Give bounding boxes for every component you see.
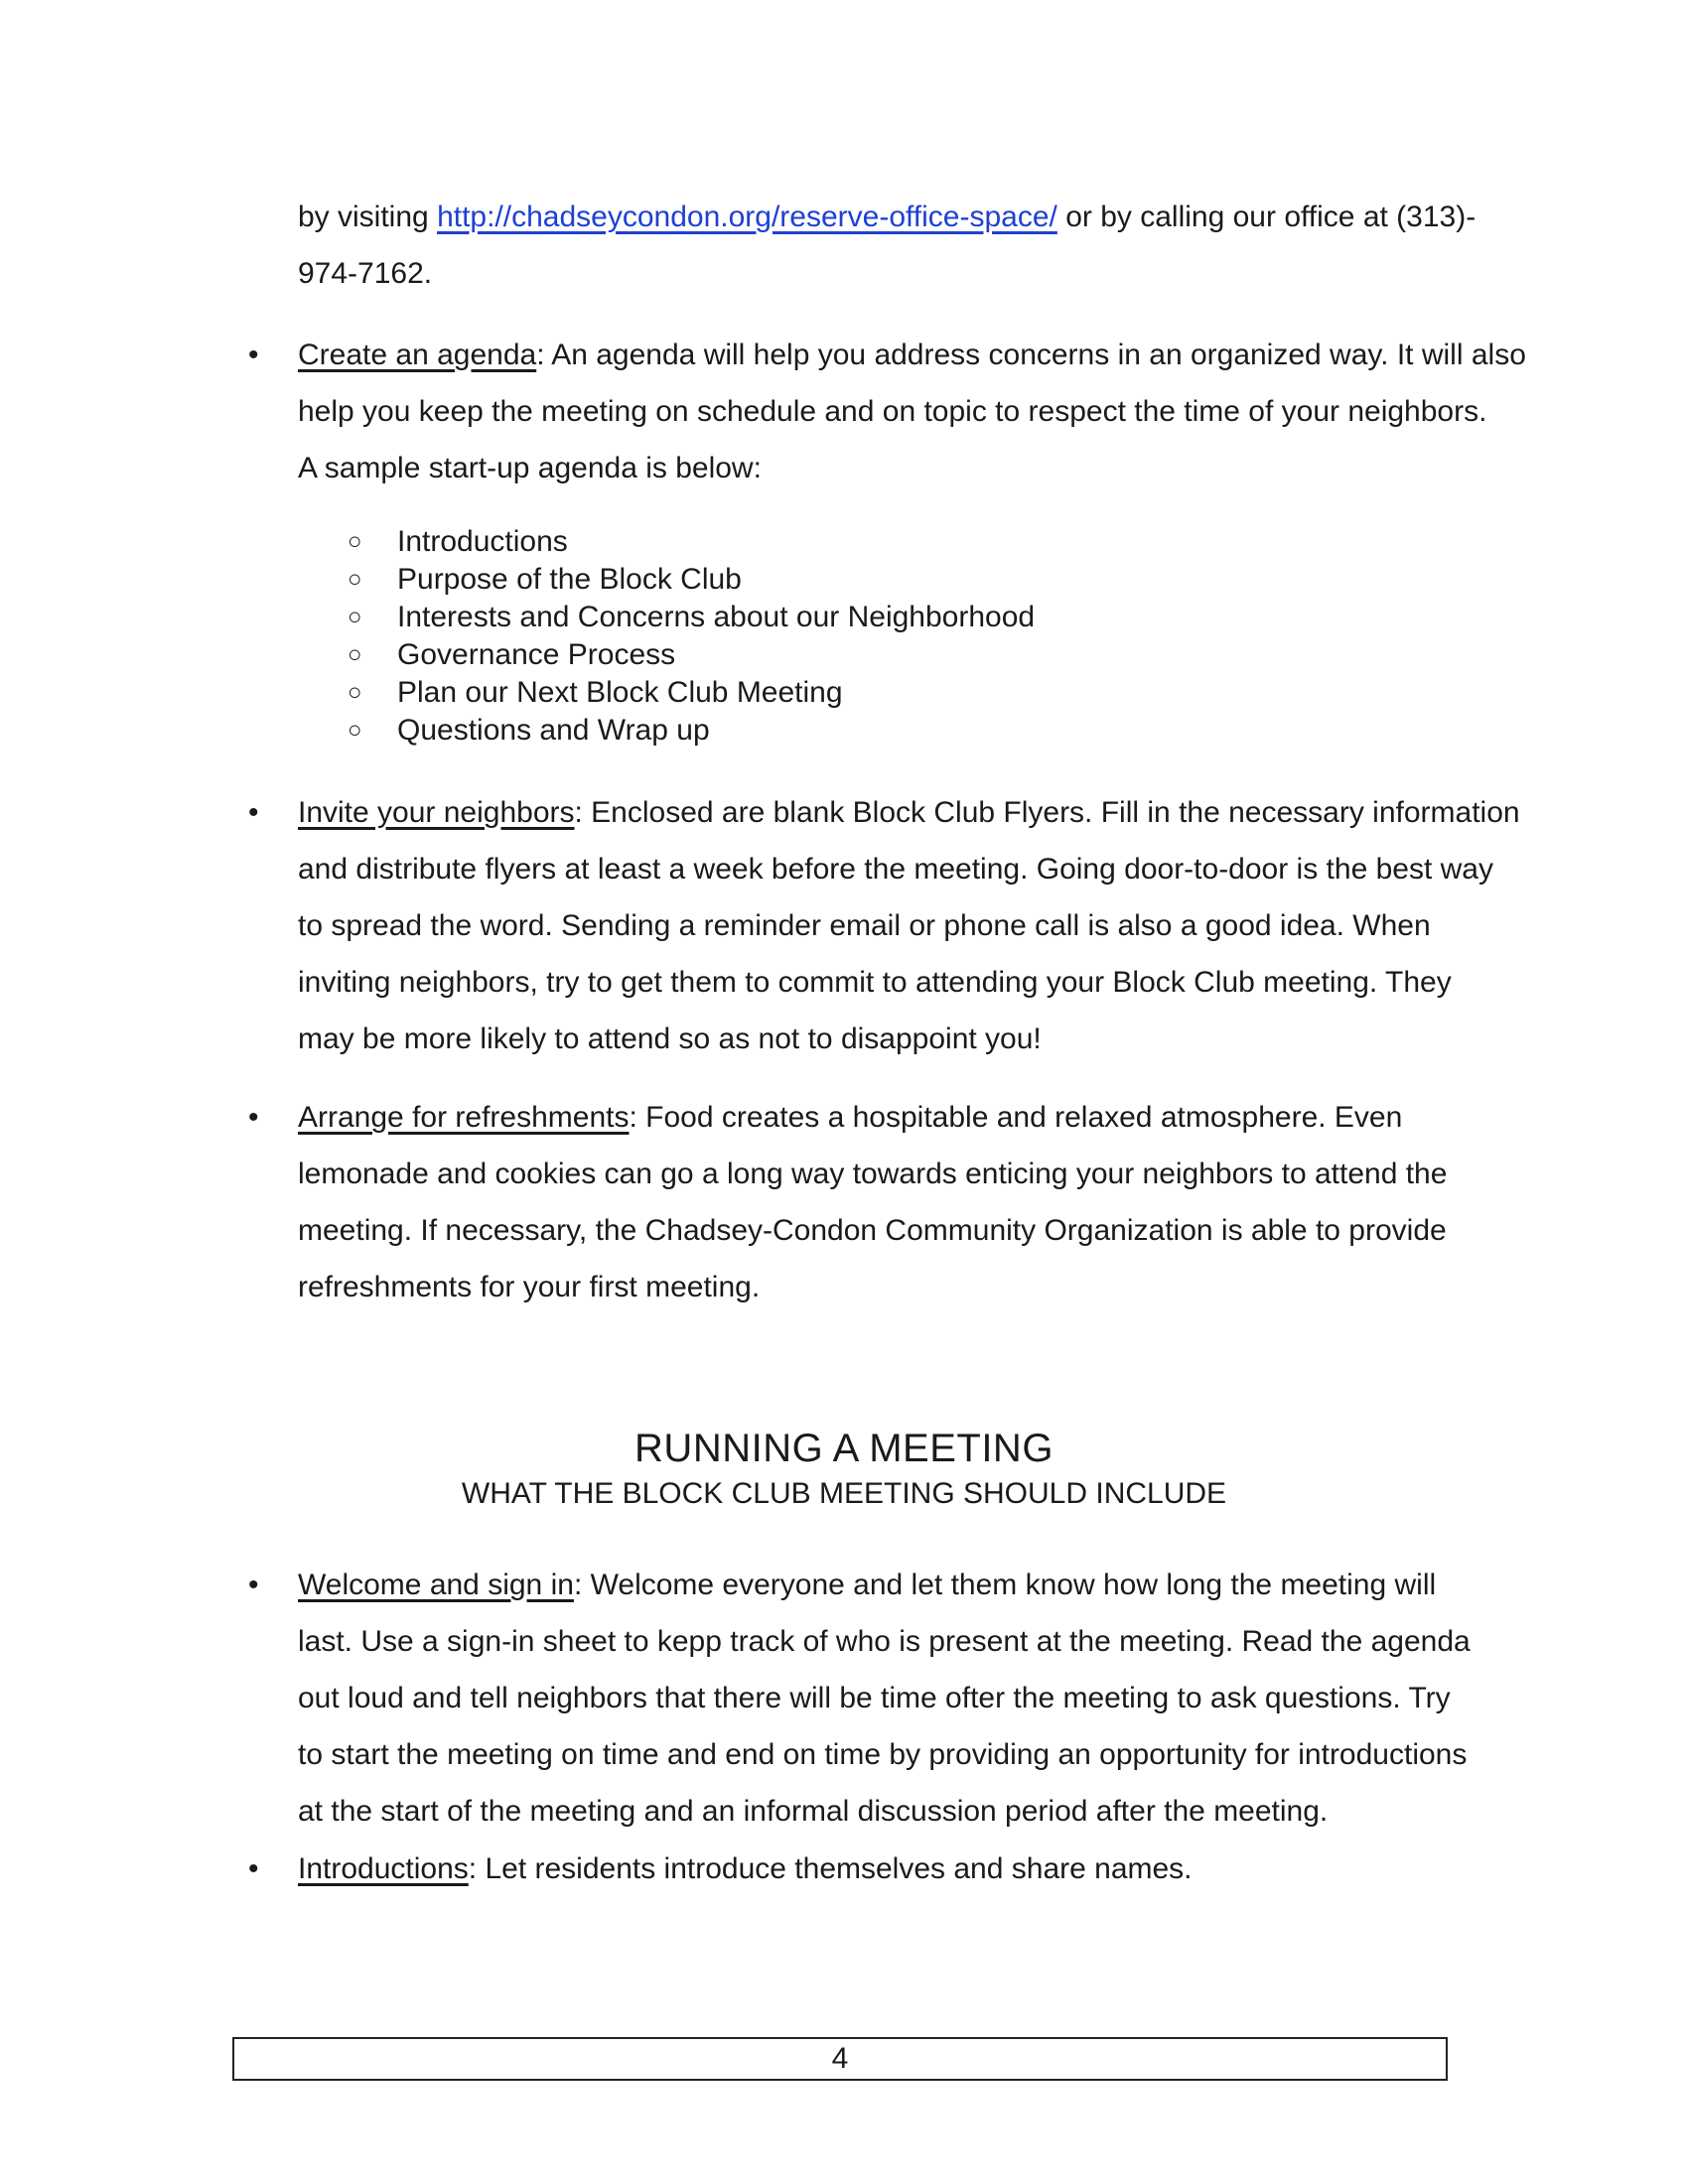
bullet-line: lemonade and cookies can go a long way towards enticing your neighbors to attend the bbox=[298, 1158, 1448, 1190]
page-number-box bbox=[232, 2037, 1448, 2081]
bullet-line: inviting neighbors, try to get them to commit to attending your Block Club meeting. They bbox=[298, 966, 1452, 999]
agenda-item-label: Purpose of the Block Club bbox=[397, 563, 742, 596]
circle-bullet-icon: ○ bbox=[348, 679, 362, 706]
bullet-dot: • bbox=[248, 1852, 259, 1885]
bullet-heading: Create an agenda bbox=[298, 339, 537, 371]
intro-paragraph bbox=[298, 189, 1549, 302]
agenda-item-label: Governance Process bbox=[397, 638, 676, 671]
agenda-item-label: Introductions bbox=[397, 525, 568, 558]
list-item bbox=[348, 523, 1035, 561]
page-number: 4 bbox=[831, 2042, 849, 2075]
bullet-invite-neighbors bbox=[298, 784, 1549, 1067]
agenda-item-label: Questions and Wrap up bbox=[397, 714, 710, 747]
agenda-item-label: Plan our Next Block Club Meeting bbox=[397, 676, 843, 709]
agenda-list bbox=[348, 523, 1035, 750]
agenda-item-label: Interests and Concerns about our Neighborhood bbox=[397, 601, 1036, 633]
circle-bullet-icon: ○ bbox=[348, 604, 362, 630]
bullet-dot: • bbox=[248, 1101, 259, 1134]
bullet-welcome-sign-in bbox=[298, 1557, 1549, 1840]
reserve-office-link[interactable]: http://chadseycondon.org/reserve-office-space/ bbox=[437, 201, 1057, 233]
intro-suffix: or by calling our office at (313)- bbox=[1056, 201, 1477, 233]
intro-prefix: by visiting bbox=[298, 201, 438, 233]
bullet-introductions bbox=[298, 1841, 1549, 1897]
section-title: RUNNING A MEETING bbox=[634, 1427, 1054, 1470]
bullet-heading: Invite your neighbors bbox=[298, 796, 575, 829]
bullet-line: to spread the word. Sending a reminder email or phone call is also a good idea. When bbox=[298, 909, 1431, 942]
bullet-heading: Introductions bbox=[298, 1852, 469, 1885]
list-item bbox=[348, 561, 1035, 599]
bullet-line: and distribute flyers at least a week before the meeting. Going door-to-door is the best way bbox=[298, 853, 1493, 886]
circle-bullet-icon: ○ bbox=[348, 717, 362, 744]
bullet-line: A sample start-up agenda is below: bbox=[298, 452, 762, 484]
circle-bullet-icon: ○ bbox=[348, 528, 362, 555]
section-subtitle: WHAT THE BLOCK CLUB MEETING SHOULD INCLUDE bbox=[461, 1477, 1227, 1510]
bullet-line: last. Use a sign-in sheet to kepp track of who is present at the meeting. Read the agenda bbox=[298, 1625, 1471, 1658]
circle-bullet-icon: ○ bbox=[348, 641, 362, 668]
bullet-heading: Arrange for refreshments bbox=[298, 1101, 630, 1134]
bullet-line: help you keep the meeting on schedule and on topic to respect the time of your neighbors. bbox=[298, 395, 1487, 428]
list-item bbox=[348, 599, 1035, 636]
bullet-dot: • bbox=[248, 339, 259, 371]
bullet-line: : Enclosed are blank Block Club Flyers. Fill in the necessary information bbox=[574, 796, 1520, 829]
list-item bbox=[348, 636, 1035, 674]
bullet-line: refreshments for your first meeting. bbox=[298, 1271, 761, 1303]
bullet-line: may be more likely to attend so as not to disappoint you! bbox=[298, 1023, 1042, 1055]
bullet-line: : An agenda will help you address concerns in an organized way. It will also bbox=[536, 339, 1526, 371]
bullet-line: : Welcome everyone and let them know how long the meeting will bbox=[573, 1569, 1437, 1601]
bullet-line: : Let residents introduce themselves and share names. bbox=[468, 1852, 1193, 1885]
bullet-line: : Food creates a hospitable and relaxed atmosphere. Even bbox=[629, 1101, 1403, 1134]
intro-phone-line: 974-7162. bbox=[298, 257, 433, 290]
list-item bbox=[348, 674, 1035, 712]
bullet-dot: • bbox=[248, 796, 259, 829]
list-item bbox=[348, 712, 1035, 750]
circle-bullet-icon: ○ bbox=[348, 566, 362, 593]
bullet-arrange-refreshments bbox=[298, 1089, 1549, 1315]
bullet-create-agenda bbox=[298, 327, 1549, 496]
bullet-dot: • bbox=[248, 1569, 259, 1601]
bullet-line: meeting. If necessary, the Chadsey-Condon Community Organization is able to provide bbox=[298, 1214, 1447, 1247]
bullet-line: to start the meeting on time and end on time by providing an opportunity for introductions bbox=[298, 1738, 1468, 1771]
bullet-line: at the start of the meeting and an informal discussion period after the meeting. bbox=[298, 1795, 1329, 1828]
bullet-line: out loud and tell neighbors that there will be time ofter the meeting to ask questions. Try bbox=[298, 1682, 1451, 1714]
bullet-heading: Welcome and sign in bbox=[298, 1569, 574, 1601]
